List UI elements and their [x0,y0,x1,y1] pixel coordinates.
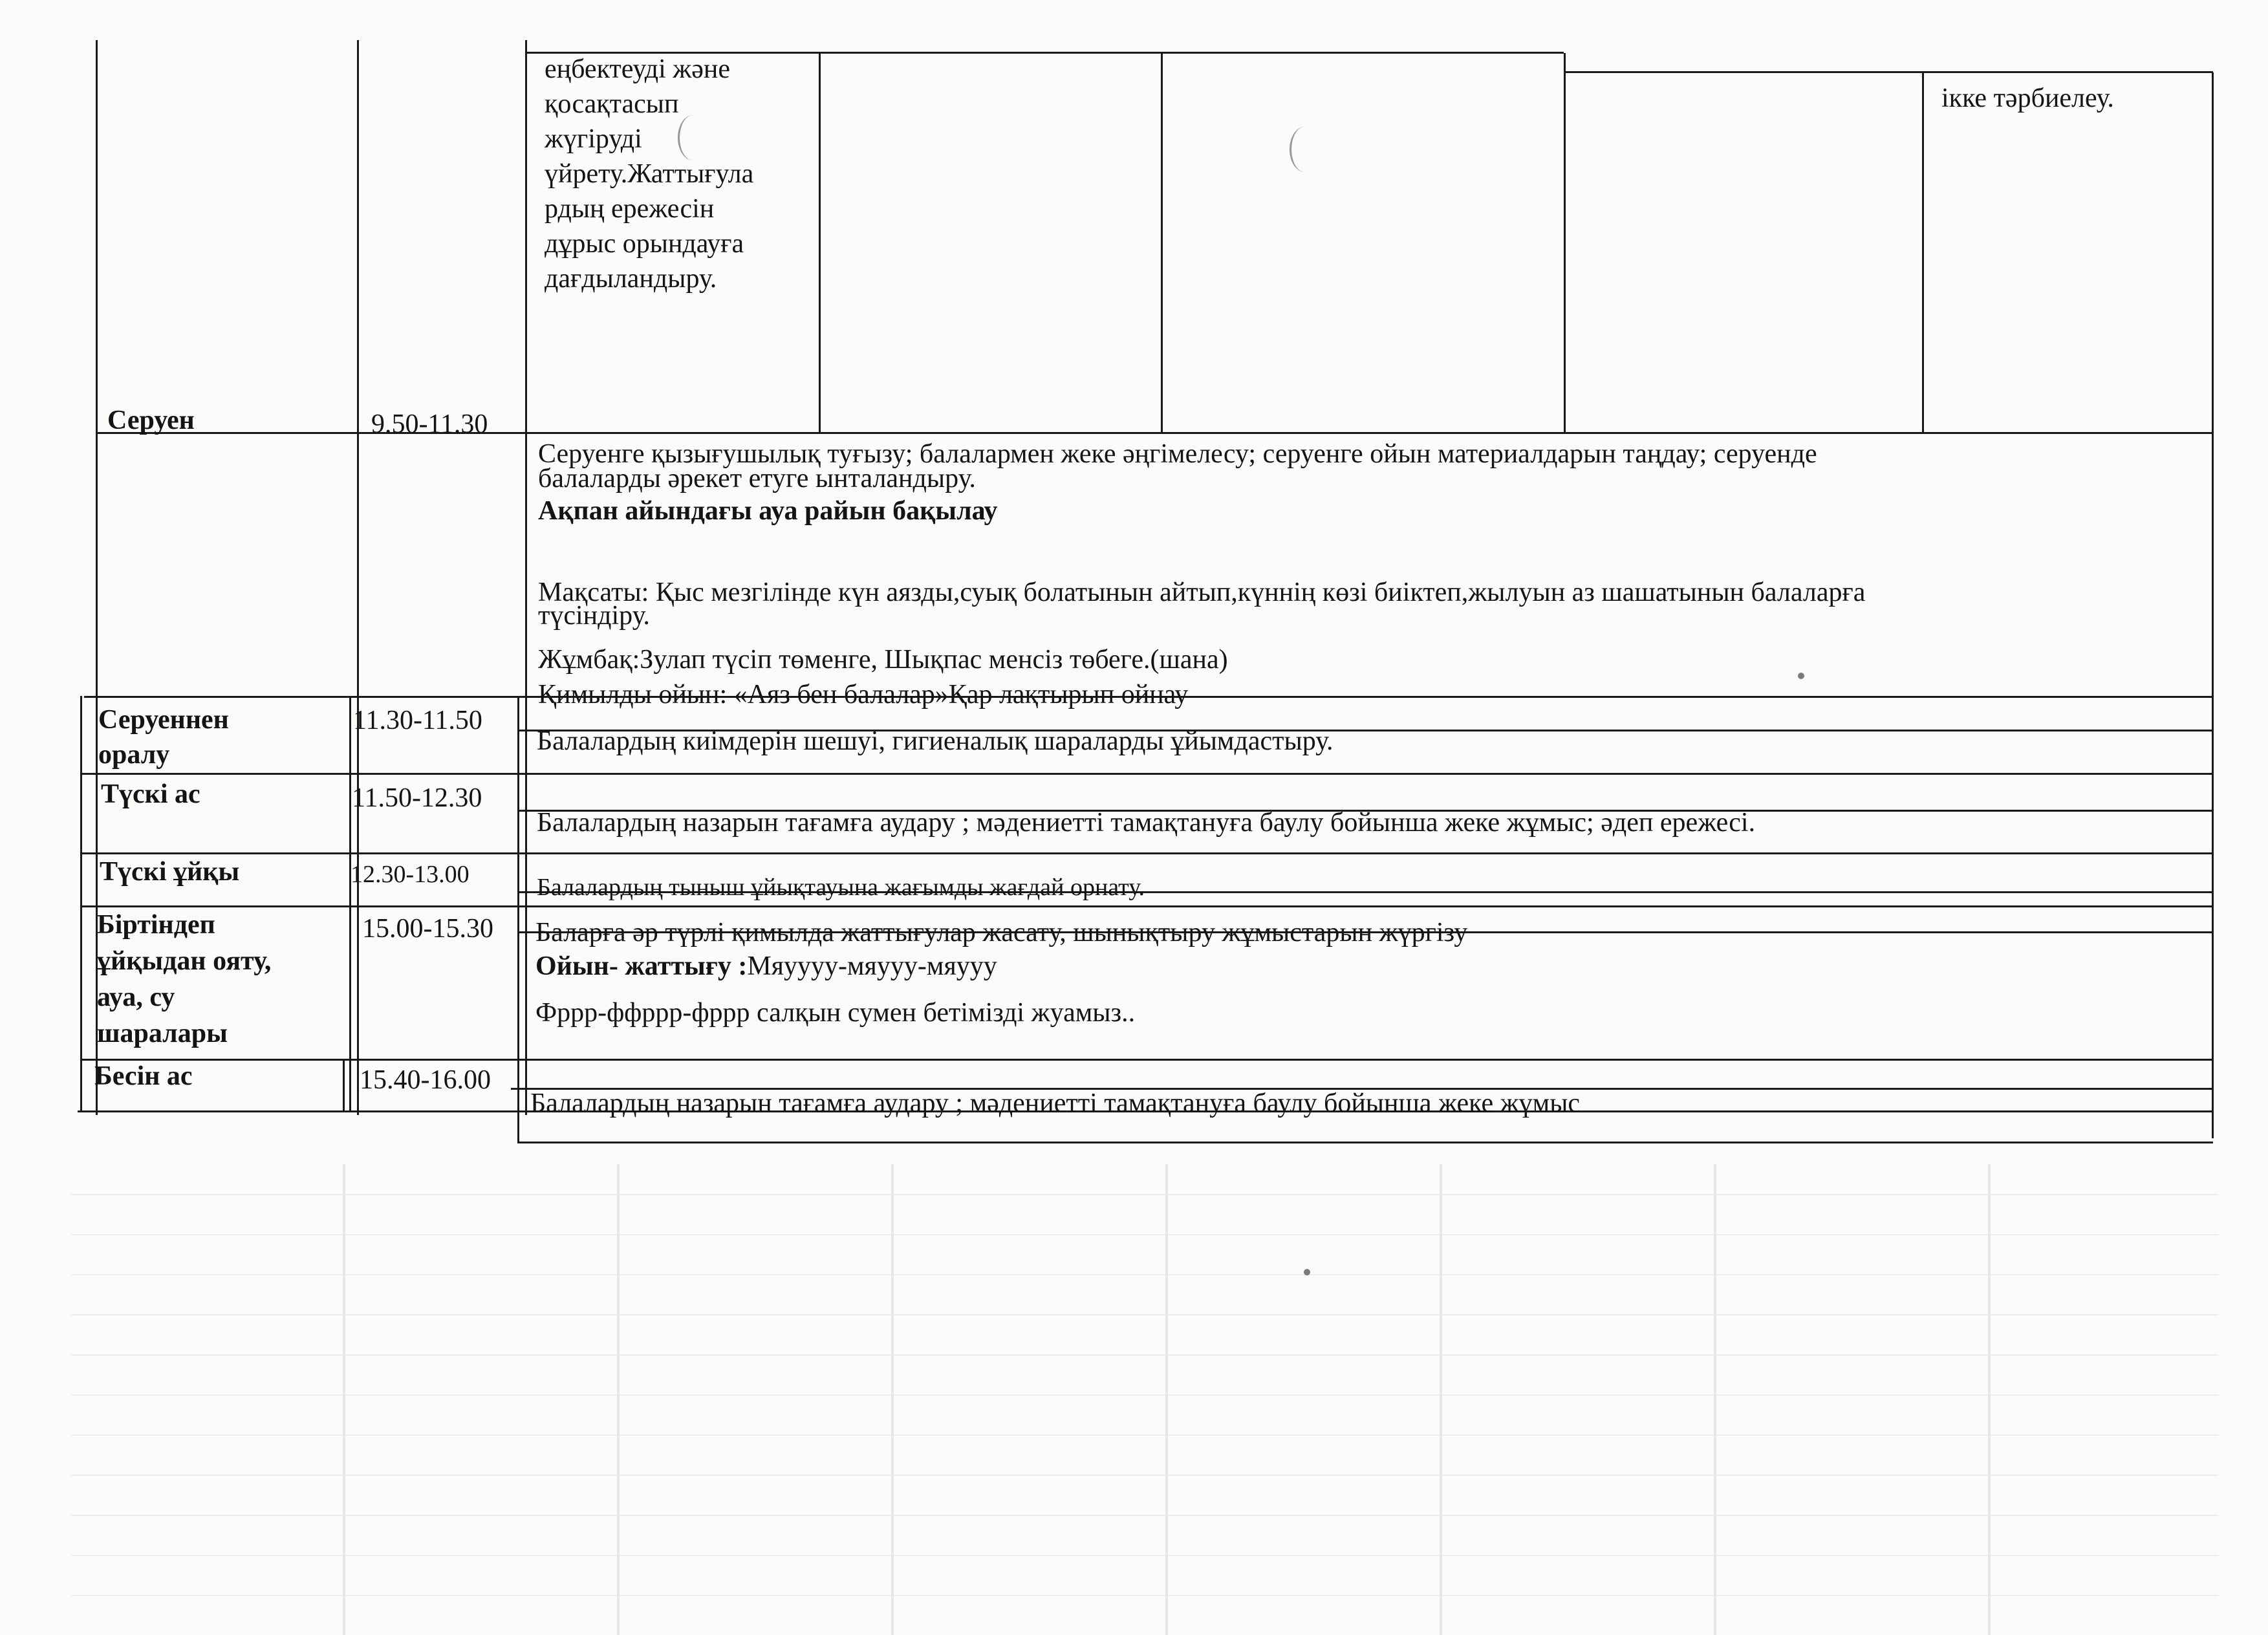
row-time-wake-up: 15.00-15.30 [362,914,493,944]
row-time-afternoon-snack: 15.40-16.00 [360,1065,491,1095]
row-time-return-from-walk: 11.30-11.50 [353,706,482,735]
row-time-nap: 12.30-13.00 [351,861,470,888]
scan-speck [1304,1269,1310,1275]
top-row-col3-text: еңбектеуді және қосақтасып жүгіруді үйрету.Жаттығула рдың ережесін дұрыс орындауға дағдыландыру. [545,54,754,294]
grid-line [80,905,2212,907]
row-content-lunch: Балалардың назарын тағамға аудару ; мәдениетті тамақтануға баулу бойынша жеке жұмыс; әдеп ережесі. [537,808,1756,838]
grid-line [517,696,519,1142]
row-content-return-from-walk: Балалардың киімдерін шешуі, гигиеналық шараларды ұйымдастыру. [537,726,1334,756]
grid-line [525,40,527,1115]
row-content-afternoon-snack: Балалардың назарын тағамға аудару ; мәдениетті тамақтануға баулу бойынша жеке жұмыс [530,1088,1581,1118]
grid-line [2212,72,2214,1138]
grid-line [80,852,2212,854]
game-exercise-text: Мяуууу-мяууу-мяууу [747,951,997,981]
grid-line [1564,53,1566,433]
row-label-return-from-walk: Серуеннен оралу [98,705,229,770]
game-exercise-label: Ойын- жаттығу : [535,951,748,981]
schedule-table: еңбектеуді және қосақтасып жүгіруді үйрету.Жаттығула рдың ережесін дұрыс орындауға дағдыландыру. ікке тәрбиелеу. Серуен 9.50-11.30 Серуенге қызығушылық туғызу; балалармен жеке әңгімелесу; серуенге ойын материалдарын таңдау; серуенде балаларды әрекет етуге ынталандыру. Ақпан айындағы ауа райын бақылау Мақсаты: Қыс мезгілінде күн аязды,суық болатынын айтып,күннің көзі биіктеп,жылуын аз шашатынын балаларға түсіндіру. Жұмбақ:Зулап түсіп төменге, Шықпас менсіз төбеге.(шана) Қимылды ойын: «Аяз бен балалар»Қар лақтырып ойнау Серуеннен оралу 11.30-11.50 Балалардың киімдерін шешуі, гигиеналық шараларды ұйымдастыру. Түскі ас 11.50-12.30 Балалардың назарын тағамға аудару ; мәдениетті тамақтануға баулу бойынша жеке жұмыс; әдеп ережесі. Түскі ұйқы 12.30-13.00 Балалардың тыныш ұйықтауына жағымды жағдай орнату. Біртіндеп ұйқыдан ояту, ауа, су шаралары 15.00-15.30 Баларға әр түрлі қимылда жаттығулар жасату, шынықтыру жұмыстарын жүргізу Ойын- жаттығу :Мяуууу-мяууу-мяууу Фррр-ффррр-фррр салқын сумен бетімізді жуамыз.. Бесін ас 15.40-16.00 Балалардың назарын тағамға аудару ; мәдениетті тамақтануға баулу бойынша жеке жұмыс [0,0,2268,1635]
scan-speck [1798,673,1804,679]
grid-line [357,40,359,1115]
top-row-col7-text: ікке тәрбиелеу. [1941,83,2114,113]
grid-line [349,696,351,1111]
grid-line [1161,53,1163,433]
row-label-lunch: Түскі ас [101,779,200,809]
row-label-nap: Түскі ұйқы [100,857,240,887]
row-time-walk: 9.50-11.30 [371,409,488,439]
grid-line [1922,71,1924,433]
grid-line [517,1142,2213,1143]
row-content-nap: Балалардың тыныш ұйықтауына жағымды жағдай орнату. [537,874,1145,901]
scan-mark [1290,127,1320,172]
scan-mark [678,115,708,160]
grid-line [343,1059,345,1112]
grid-line [819,53,821,433]
row-label-walk: Серуен [107,406,195,435]
grid-line [80,696,82,1111]
grid-line [80,773,2212,775]
grid-line [1564,71,2213,73]
row-label-wake-up: Біртіндеп ұйқыдан ояту, ауа, су шаралары [97,910,272,1048]
row-time-lunch: 11.50-12.30 [352,783,482,813]
row-label-afternoon-snack: Бесін ас [94,1061,193,1091]
grid-line [80,1059,2212,1061]
